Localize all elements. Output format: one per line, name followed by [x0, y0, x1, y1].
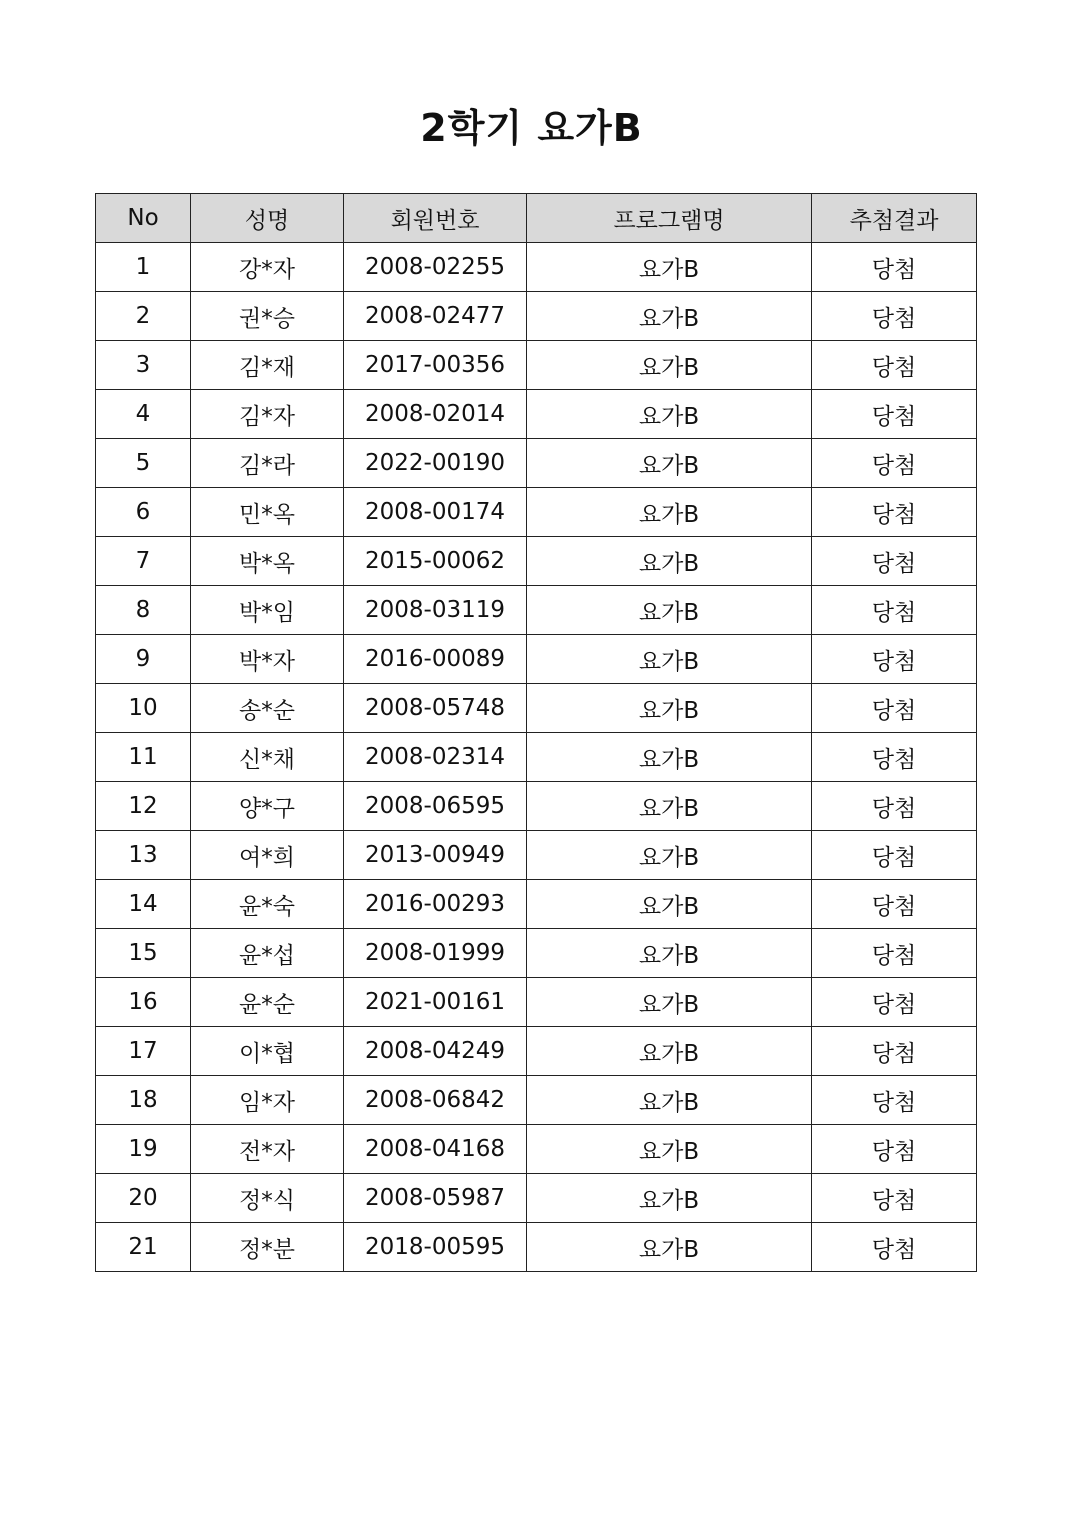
- member-number-cell: 2022-00190: [344, 439, 527, 488]
- lottery-result-cell: 당첨: [812, 390, 977, 439]
- table-row: [96, 586, 977, 635]
- program-name-cell: 요가B: [527, 1027, 812, 1076]
- header-member-number: 회원번호: [344, 194, 527, 243]
- member-name-cell: 윤*순: [191, 978, 344, 1027]
- row-no-cell: 7: [96, 537, 191, 586]
- member-number-cell: 2008-05987: [344, 1174, 527, 1223]
- program-name-cell: 요가B: [527, 782, 812, 831]
- table-row: [96, 684, 977, 733]
- row-no-cell: 2: [96, 292, 191, 341]
- table-row: [96, 439, 977, 488]
- member-name-cell: 정*식: [191, 1174, 344, 1223]
- header-name: 성명: [191, 194, 344, 243]
- member-name-cell: 여*희: [191, 831, 344, 880]
- lottery-result-cell: 당첨: [812, 1223, 977, 1272]
- table-row: [96, 243, 977, 292]
- table-row: [96, 341, 977, 390]
- member-number-cell: 2008-03119: [344, 586, 527, 635]
- table-row: [96, 1027, 977, 1076]
- row-no-cell: 8: [96, 586, 191, 635]
- row-no-cell: 9: [96, 635, 191, 684]
- table-row: [96, 831, 977, 880]
- table-row: [96, 782, 977, 831]
- table-row: [96, 880, 977, 929]
- program-name-cell: 요가B: [527, 1223, 812, 1272]
- table-row: [96, 733, 977, 782]
- header-no: No: [96, 194, 191, 243]
- program-name-cell: 요가B: [527, 439, 812, 488]
- member-name-cell: 이*협: [191, 1027, 344, 1076]
- member-number-cell: 2016-00293: [344, 880, 527, 929]
- member-number-cell: 2017-00356: [344, 341, 527, 390]
- member-name-cell: 권*승: [191, 292, 344, 341]
- row-no-cell: 11: [96, 733, 191, 782]
- program-name-cell: 요가B: [527, 390, 812, 439]
- lottery-result-cell: 당첨: [812, 488, 977, 537]
- table-row: [96, 537, 977, 586]
- row-no-cell: 20: [96, 1174, 191, 1223]
- member-number-cell: 2008-04249: [344, 1027, 527, 1076]
- header-program-name: 프로그램명: [527, 194, 812, 243]
- member-name-cell: 박*자: [191, 635, 344, 684]
- member-name-cell: 신*채: [191, 733, 344, 782]
- member-number-cell: 2008-02314: [344, 733, 527, 782]
- member-number-cell: 2016-00089: [344, 635, 527, 684]
- row-no-cell: 3: [96, 341, 191, 390]
- lottery-result-cell: 당첨: [812, 733, 977, 782]
- member-number-cell: 2013-00949: [344, 831, 527, 880]
- table-row: [96, 929, 977, 978]
- member-name-cell: 박*임: [191, 586, 344, 635]
- lottery-result-cell: 당첨: [812, 586, 977, 635]
- lottery-result-cell: 당첨: [812, 635, 977, 684]
- member-name-cell: 윤*숙: [191, 880, 344, 929]
- program-name-cell: 요가B: [527, 880, 812, 929]
- member-name-cell: 윤*섭: [191, 929, 344, 978]
- lottery-result-cell: 당첨: [812, 978, 977, 1027]
- table-row: [96, 390, 977, 439]
- lottery-result-cell: 당첨: [812, 1125, 977, 1174]
- lottery-result-cell: 당첨: [812, 341, 977, 390]
- member-number-cell: 2008-05748: [344, 684, 527, 733]
- row-no-cell: 21: [96, 1223, 191, 1272]
- row-no-cell: 17: [96, 1027, 191, 1076]
- program-name-cell: 요가B: [527, 978, 812, 1027]
- member-number-cell: 2008-02477: [344, 292, 527, 341]
- table-row: [96, 1223, 977, 1272]
- table-header-row: [96, 194, 977, 243]
- table-row: [96, 488, 977, 537]
- program-name-cell: 요가B: [527, 586, 812, 635]
- member-number-cell: 2008-02255: [344, 243, 527, 292]
- row-no-cell: 6: [96, 488, 191, 537]
- program-name-cell: 요가B: [527, 341, 812, 390]
- program-name-cell: 요가B: [527, 488, 812, 537]
- member-number-cell: 2008-00174: [344, 488, 527, 537]
- program-name-cell: 요가B: [527, 831, 812, 880]
- table-row: [96, 1125, 977, 1174]
- member-number-cell: 2008-02014: [344, 390, 527, 439]
- row-no-cell: 13: [96, 831, 191, 880]
- table-row: [96, 292, 977, 341]
- lottery-result-cell: 당첨: [812, 880, 977, 929]
- member-number-cell: 2015-00062: [344, 537, 527, 586]
- row-no-cell: 15: [96, 929, 191, 978]
- program-name-cell: 요가B: [527, 929, 812, 978]
- member-name-cell: 박*옥: [191, 537, 344, 586]
- lottery-result-cell: 당첨: [812, 292, 977, 341]
- row-no-cell: 10: [96, 684, 191, 733]
- lottery-result-table: [95, 193, 977, 1272]
- member-name-cell: 강*자: [191, 243, 344, 292]
- program-name-cell: 요가B: [527, 733, 812, 782]
- lottery-result-cell: 당첨: [812, 831, 977, 880]
- lottery-result-cell: 당첨: [812, 439, 977, 488]
- member-number-cell: 2018-00595: [344, 1223, 527, 1272]
- table-row: [96, 635, 977, 684]
- member-name-cell: 양*구: [191, 782, 344, 831]
- lottery-result-cell: 당첨: [812, 684, 977, 733]
- lottery-result-cell: 당첨: [812, 1076, 977, 1125]
- program-name-cell: 요가B: [527, 292, 812, 341]
- lottery-result-cell: 당첨: [812, 782, 977, 831]
- member-name-cell: 송*순: [191, 684, 344, 733]
- member-number-cell: 2008-01999: [344, 929, 527, 978]
- lottery-result-cell: 당첨: [812, 929, 977, 978]
- row-no-cell: 14: [96, 880, 191, 929]
- program-name-cell: 요가B: [527, 537, 812, 586]
- member-name-cell: 김*자: [191, 390, 344, 439]
- table-body: [96, 243, 977, 1272]
- program-name-cell: 요가B: [527, 1174, 812, 1223]
- member-name-cell: 임*자: [191, 1076, 344, 1125]
- row-no-cell: 16: [96, 978, 191, 1027]
- member-number-cell: 2008-06842: [344, 1076, 527, 1125]
- row-no-cell: 19: [96, 1125, 191, 1174]
- lottery-result-cell: 당첨: [812, 243, 977, 292]
- member-name-cell: 김*재: [191, 341, 344, 390]
- row-no-cell: 4: [96, 390, 191, 439]
- program-name-cell: 요가B: [527, 1125, 812, 1174]
- table-row: [96, 1076, 977, 1125]
- program-name-cell: 요가B: [527, 635, 812, 684]
- table-row: [96, 1174, 977, 1223]
- row-no-cell: 1: [96, 243, 191, 292]
- member-name-cell: 김*라: [191, 439, 344, 488]
- row-no-cell: 12: [96, 782, 191, 831]
- member-name-cell: 민*옥: [191, 488, 344, 537]
- member-number-cell: 2008-06595: [344, 782, 527, 831]
- program-name-cell: 요가B: [527, 1076, 812, 1125]
- page-title: 2학기 요가B: [420, 106, 643, 150]
- lottery-result-cell: 당첨: [812, 1027, 977, 1076]
- program-name-cell: 요가B: [527, 243, 812, 292]
- member-number-cell: 2008-04168: [344, 1125, 527, 1174]
- header-lottery-result: 추첨결과: [812, 194, 977, 243]
- lottery-result-cell: 당첨: [812, 1174, 977, 1223]
- row-no-cell: 18: [96, 1076, 191, 1125]
- member-name-cell: 전*자: [191, 1125, 344, 1174]
- member-name-cell: 정*분: [191, 1223, 344, 1272]
- member-number-cell: 2021-00161: [344, 978, 527, 1027]
- table-row: [96, 978, 977, 1027]
- program-name-cell: 요가B: [527, 684, 812, 733]
- lottery-result-cell: 당첨: [812, 537, 977, 586]
- row-no-cell: 5: [96, 439, 191, 488]
